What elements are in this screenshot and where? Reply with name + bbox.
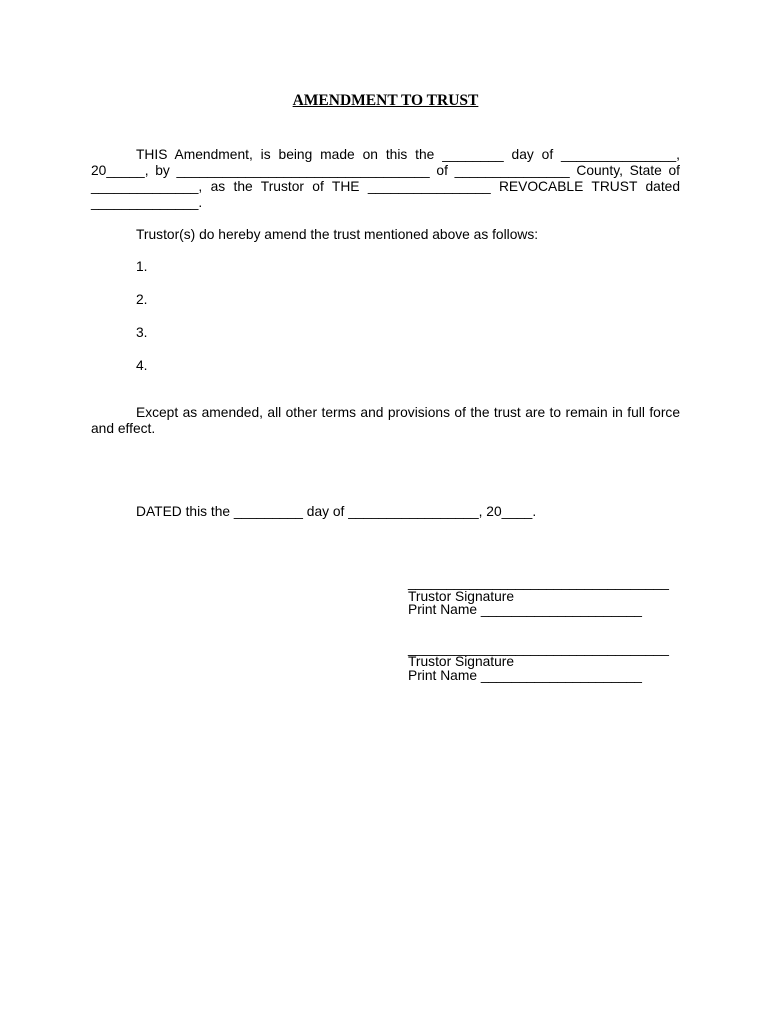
print-name-line: Print Name _____________________ [408,602,642,617]
numbered-item-3: 3. [136,325,148,340]
closing-clause: Except as amended, all other terms and provisions of the trust are to remain in full force and effect. [91,405,680,436]
signature-block-2 [408,642,680,683]
signature-line: __________________________________ [408,575,669,590]
amend-clause: Trustor(s) do hereby amend the trust mentioned above as follows: [136,227,539,242]
print-name-line: Print Name _____________________ [408,667,642,683]
signature-line: __________________________________ [408,640,669,656]
dated-line: DATED this the _________ day of _________________, 20____. [136,504,537,519]
intro-paragraph [91,147,680,211]
document-title: AMENDMENT TO TRUST [292,92,479,109]
signature-role-label: Trustor Signature [408,654,515,669]
intro-line-1: THIS Amendment, is being made on this the ________ day of _______________, [136,147,680,162]
numbered-item-1: 1. [136,259,148,274]
signature-role-label: Trustor Signature [408,588,515,604]
numbered-item-4: 4. [136,358,148,373]
intro-line-3: ______________, as the Trustor of THE ________________ REVOCABLE TRUST dated [91,179,680,194]
signature-block-1 [408,576,680,617]
intro-line-2: 20_____, by _________________________________ of _______________ County, State of [91,163,680,178]
numbered-item-2: 2. [136,292,148,307]
intro-line-4: ______________. [91,195,203,210]
